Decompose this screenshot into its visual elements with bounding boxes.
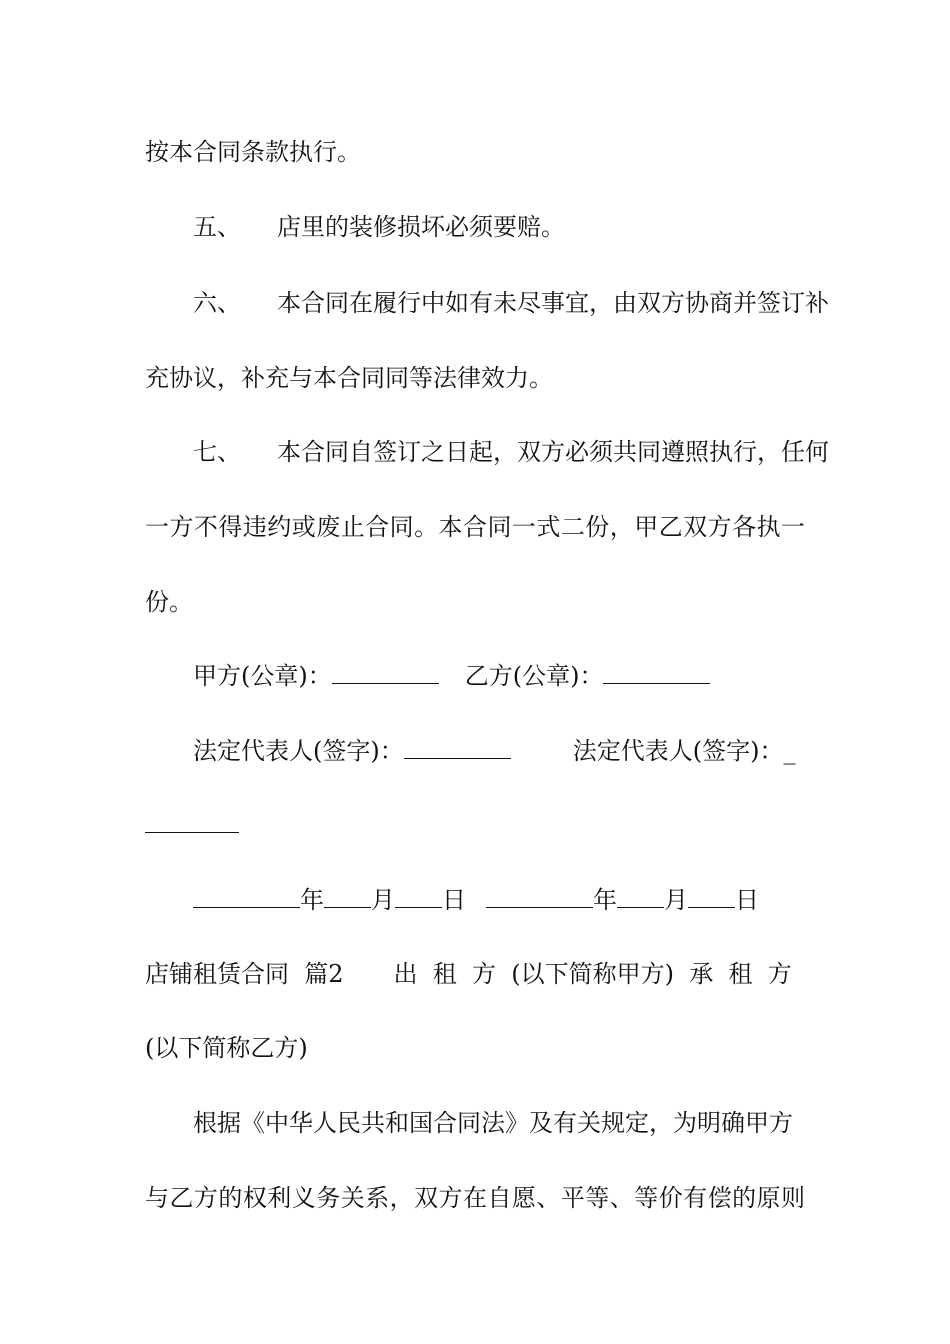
clause-6 — [193, 285, 829, 321]
contract-heading-line — [145, 956, 805, 992]
paragraph-1-continued: 与乙方的权利义务关系，双方在自愿、平等、等价有偿的原则 — [145, 1184, 805, 1212]
party-b-rep-blank-continued — [145, 807, 805, 843]
year-blank-a — [193, 885, 300, 908]
month-blank-b — [617, 885, 664, 908]
lessee-label: (以下简称乙方) — [145, 1034, 308, 1062]
party-b-rep-blank — [145, 810, 239, 833]
clause-text: 店里的装修损坏必须要赔。 — [277, 213, 565, 241]
party-b-seal-blank — [603, 661, 710, 684]
paragraph-1: 根据《中华人民共和国合同法》及有关规定，为明确甲方 — [193, 1109, 793, 1137]
party-a-seal-label: 甲方(公章)： — [193, 662, 332, 690]
representative-line — [193, 733, 805, 769]
contract-heading: 店铺租赁合同 篇2 — [145, 960, 344, 988]
party-a-rep-blank — [404, 736, 511, 759]
clause-5 — [193, 209, 805, 245]
clause-number: 六、 — [193, 289, 241, 317]
clause-7-end: 份。 — [145, 588, 193, 616]
clause-7 — [193, 434, 829, 470]
clause-text: 本合同在履行中如有未尽事宜，由双方协商并签订补 — [277, 289, 829, 317]
party-b-rep-label: 法定代表人(签字)：_ — [572, 737, 796, 765]
text-line: 按本合同条款执行。 — [145, 138, 361, 166]
day-blank-a — [395, 885, 442, 908]
clause-number: 七、 — [193, 438, 241, 466]
lessor-label: 出 租 方 (以下简称甲方) 承 租 方 — [393, 960, 792, 988]
month-blank-a — [324, 885, 371, 908]
day-blank-b — [688, 885, 735, 908]
clause-text: 本合同自签订之日起，双方必须共同遵照执行，任何 — [277, 438, 829, 466]
party-a-rep-label: 法定代表人(签字)： — [193, 737, 404, 765]
clause-6-continued: 充协议，补充与本合同同等法律效力。 — [145, 364, 553, 392]
party-b-seal-label: 乙方(公章)： — [464, 662, 604, 690]
clause-number: 五、 — [193, 213, 241, 241]
clause-7-continued: 一方不得违约或废止合同。本合同一式二份，甲乙双方各执一 — [145, 513, 805, 541]
date-line: 年 月 日 年 月 日 — [193, 882, 805, 918]
year-blank-b — [486, 885, 593, 908]
seal-line — [193, 658, 805, 694]
party-a-seal-blank — [332, 661, 439, 684]
